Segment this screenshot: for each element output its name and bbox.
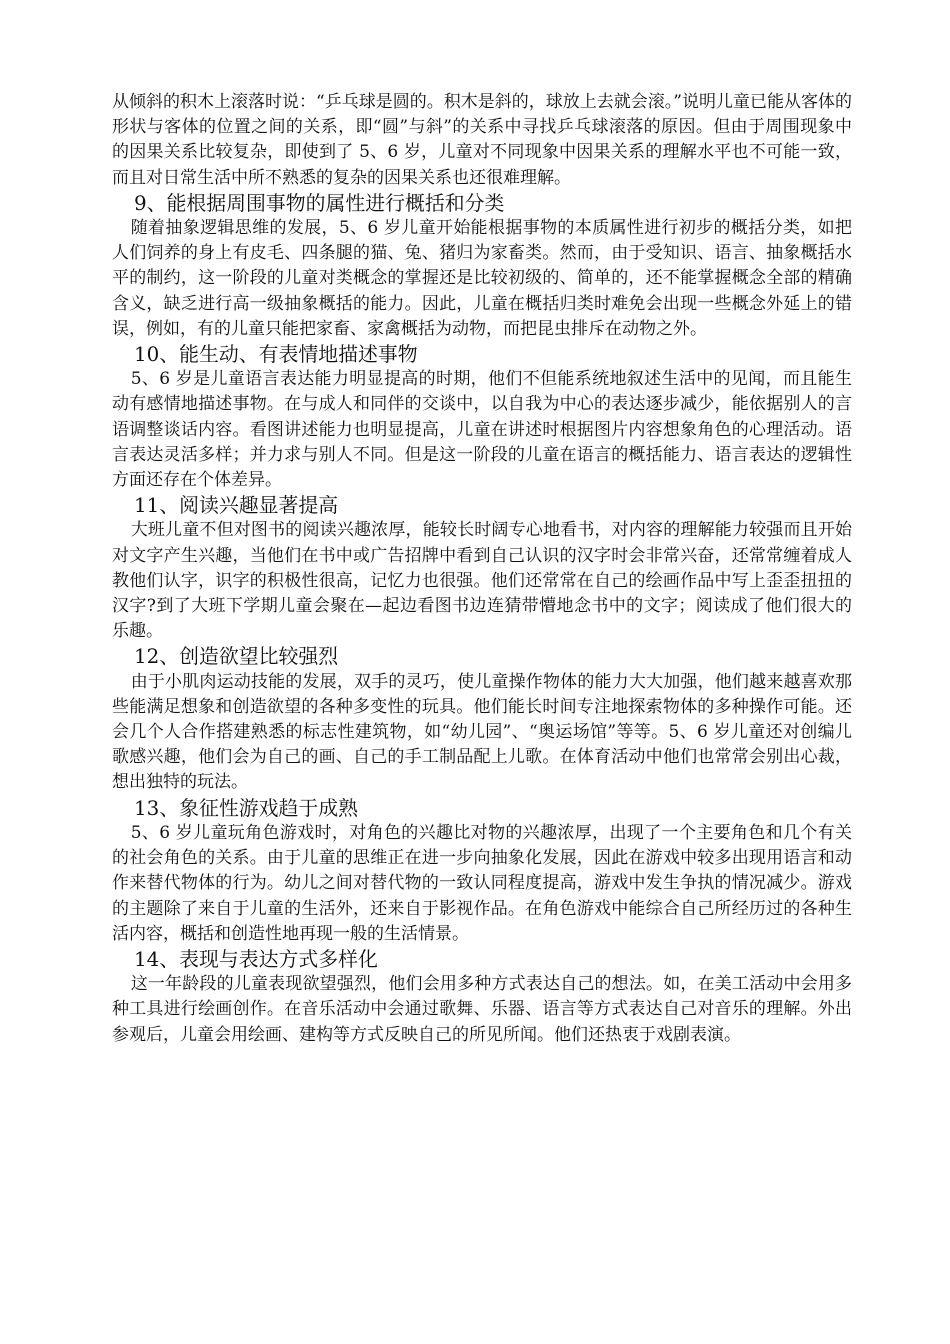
paragraph-language: 5、6 岁是儿童语言表达能力明显提高的时期，他们不但能系统地叙述生活中的见闻，而且能生动有感情地描述事物。在与成人和同伴的交谈中，以自我为中心的表达逐步减少，能依据别人的言语调整谈话内容。看图讲述能力也明显提高，儿童在讲述时根据图片内容想象角色的心理活动。语言表达灵活多样；并力求与别人不同。但是这一阶段的儿童在语言的概括能力、语言表达的逻辑性方面还存在个体差异。 — [112, 369, 852, 491]
section-heading-12: 12、创造欲望比较强烈 — [134, 645, 339, 669]
section-heading-13: 13、象征性游戏趋于成熟 — [134, 796, 359, 820]
section-heading-14: 14、表现与表达方式多样化 — [134, 947, 378, 971]
section-heading-11: 11、阅读兴趣显著提高 — [134, 494, 339, 518]
document-page — [112, 90, 852, 1048]
section-heading-9: 9、能根据周围事物的属性进行概括和分类 — [134, 191, 505, 215]
paragraph-classification: 随着抽象逻辑思维的发展，5、6 岁儿童开始能根据事物的本质属性进行初步的概括分类，如把人们饲养的身上有皮毛、四条腿的猫、兔、猪归为家畜类。然而，由于受知识、语言、抽象概括水平的制约，这一阶段的儿童对类概念的掌握还是比较初级的、简单的，还不能掌握概念全部的精确含义，缺乏进行高一级抽象概括的能力。因此，儿童在概括归类时难免会出现一些概念外延上的错误，例如，有的儿童只能把家畜、家禽概括为动物，而把昆虫排斥在动物之外。 — [112, 218, 852, 339]
paragraph-creativity: 由于小肌肉运动技能的发展，双手的灵巧，使儿童操作物体的能力大大加强，他们越来越喜欢那些能满足想象和创造欲望的各种多变性的玩具。他们能长时间专注地探索物体的多种操作可能。还会几个人合作搭建熟悉的标志性建筑物，如“幼儿园”、“奥运场馆”等等。5、6 岁儿童还对创编儿歌感兴趣，他们会为自己的画、自己的手工制品配上儿歌。在体育活动中他们也常常会别出心裁，想出独特的玩法。 — [112, 671, 852, 793]
paragraph-reading: 大班儿童不但对图书的阅读兴趣浓厚，能较长时阔专心地看书，对内容的理解能力较强而且开始对文字产生兴趣，当他们在书中或广告招牌中看到自己认识的汉字时会非常兴奋，还常常缠着成人教他们认字，识字的积极性很高，记忆力也很强。他们还常常在自己的绘画作品中写上歪歪扭扭的汉字?到了大班下学期儿童会聚在—起边看图书边连猜带懵地念书中的文字；阅读成了他们很大的乐趣。 — [112, 520, 852, 642]
paragraph-causality: 从倾斜的积木上滚落时说：“乒乓球是圆的。积木是斜的，球放上去就会滚。”说明儿童已能从客体的形状与客体的位置之间的关系，即“圆”与斜”的关系中寻找乒乓球滚落的原因。但由于周围现象中的因果关系比较复杂，即使到了 5、6 岁，儿童对不同现象中因果关系的理解水平也不可能一致，而且对日常生活中所不熟悉的复杂的因果关系也还很难理解。 — [112, 92, 852, 188]
section-heading-10: 10、能生动、有表情地描述事物 — [134, 343, 418, 367]
paragraph-expression: 这一年龄段的儿童表现欲望强烈，他们会用多种方式表达自己的想法。如，在美工活动中会用多种工具进行绘画创作。在音乐活动中会通过歌舞、乐器、语言等方式表达自己对音乐的理解。外出参观后，儿童会用绘画、建构等方式反映自己的所见所闻。他们还热衷于戏剧表演。 — [112, 974, 852, 1045]
paragraph-symbolic-play: 5、6 岁儿童玩角色游戏时，对角色的兴趣比对物的兴趣浓厚，出现了一个主要角色和几个有关的社会角色的关系。由于儿童的思维正在进一步向抽象化发展，因此在游戏中较多出现用语言和动作来替代物体的行为。幼儿之间对替代物的一致认同程度提高，游戏中发生争执的情况减少。游戏的主题除了来自于儿童的生活外，还来自于影视作品。在角色游戏中能综合自己所经历过的各种生活内容，概括和创造性地再现一般的生活情景。 — [112, 822, 852, 944]
